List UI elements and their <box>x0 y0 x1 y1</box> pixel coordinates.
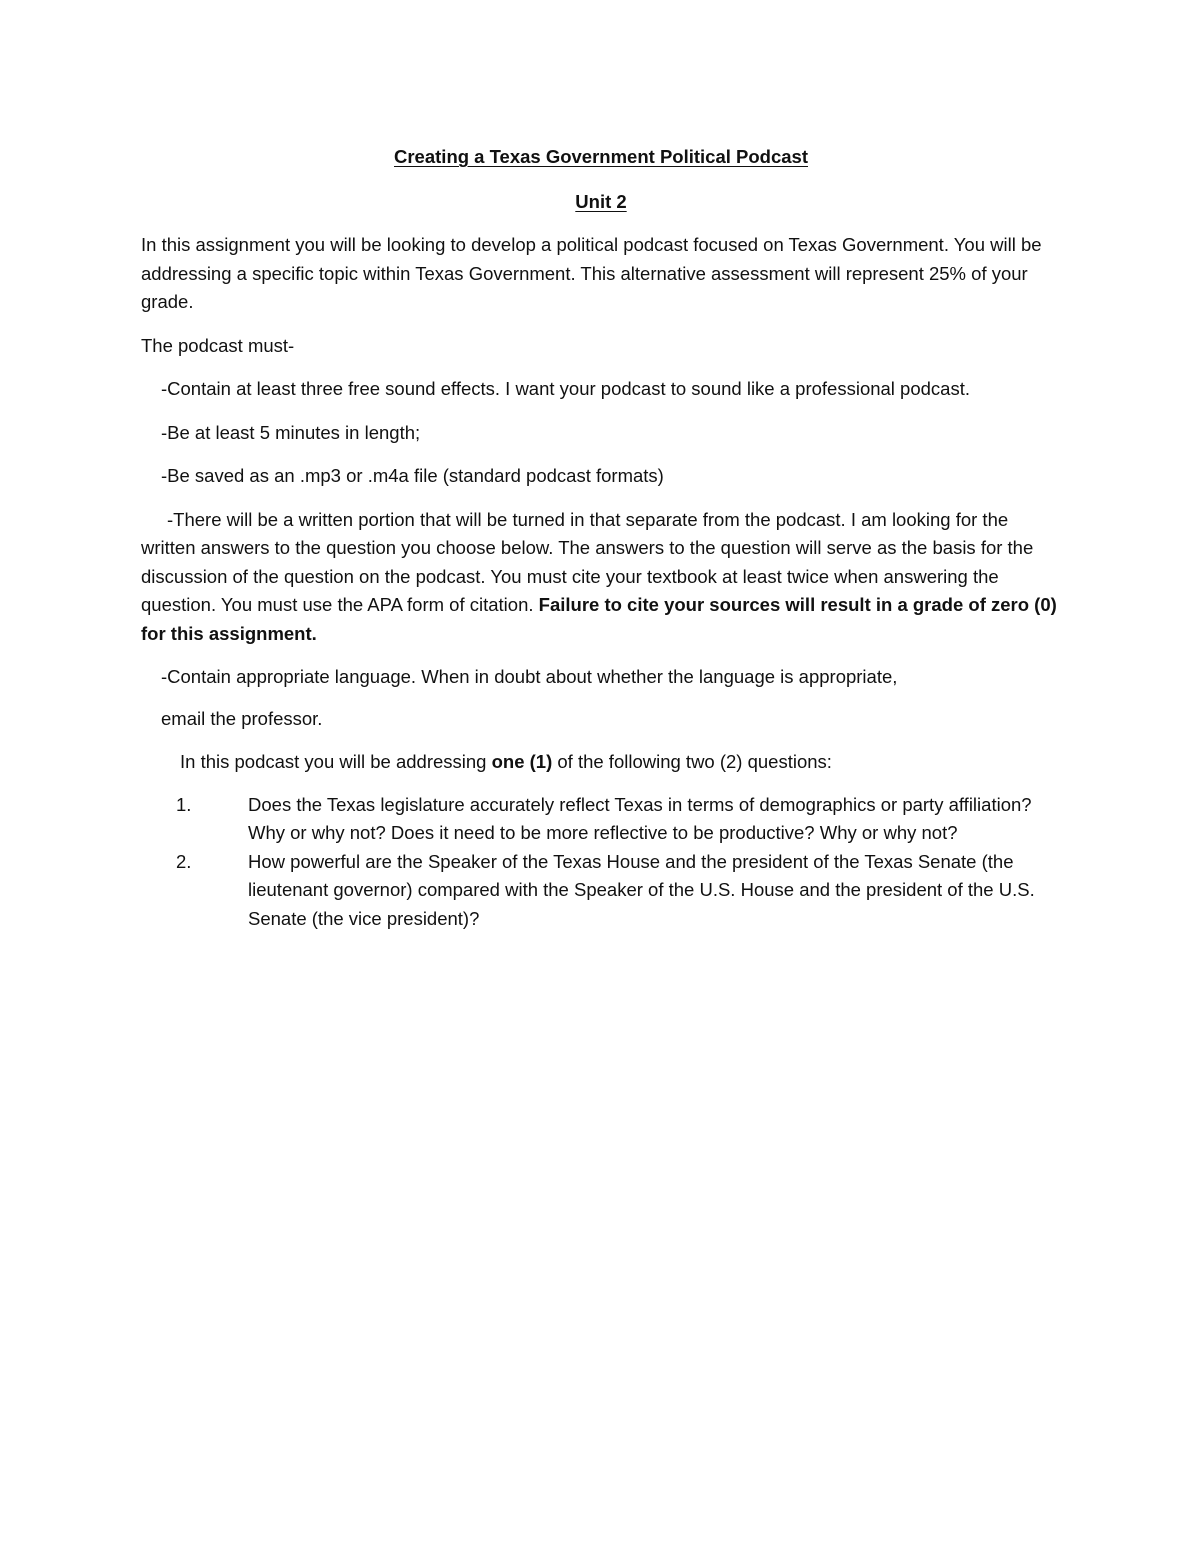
question-item <box>141 791 1061 848</box>
requirements-lead: The podcast must- <box>141 334 295 356</box>
requirement-file-format: -Be saved as an .mp3 or .m4a file (standard podcast formats) <box>161 465 664 486</box>
requirement-language: -Contain appropriate language. When in doubt about whether the language is appropriate, <box>161 666 898 687</box>
document-body <box>141 138 1061 933</box>
unit-heading: Unit 2 <box>575 190 627 212</box>
requirement-language-continued: email the professor. <box>161 707 323 729</box>
written-portion-text: -There will be a written portion that will be turned in that separate from the podcast. I am looking for the written answers to the question you choose below. The answers to the question will serve as the basis for the discussion of the question on the podcast. You must cite your textbook at least twice when answering the question. You must use the APA form of citation. <box>141 508 1034 615</box>
question-number: 2. <box>176 850 192 872</box>
intro-paragraph: In this assignment you will be looking to develop a political podcast focused on Texas Government. You will be addressing a specific topic within Texas Government. This alternative assessment will represent 25% of your grade. <box>141 234 1042 312</box>
questions-list <box>141 791 1061 934</box>
citation-warning: Failure to cite your sources will result in a grade of zero (0) for this assignment. <box>141 594 1057 644</box>
requirement-length: -Be at least 5 minutes in length; <box>161 421 421 443</box>
question-text: Does the Texas legislature accurately reflect Texas in terms of demographics or party affiliation? Why or why not? Does it need to be more reflective to be productive? Why or why not? <box>248 793 1032 843</box>
questions-lead-before: In this podcast you will be addressing <box>180 751 487 772</box>
requirement-sound-effects: -Contain at least three free sound effects. I want your podcast to sound like a professional podcast. <box>161 378 970 399</box>
questions-lead-after: of the following two (2) questions: <box>557 751 832 772</box>
requirement-written-portion <box>141 506 1061 649</box>
questions-lead <box>141 748 1061 777</box>
question-item <box>141 848 1061 934</box>
question-number: 1. <box>176 793 192 815</box>
questions-lead-count: one (1) <box>491 751 553 772</box>
document-title: Creating a Texas Government Political Podcast <box>394 146 808 167</box>
question-text: How powerful are the Speaker of the Texas House and the president of the Texas Senate (the lieutenant governor) compared with the Speaker of the U.S. House and the president of the U.S. Senate (the vice president)? <box>248 850 1035 929</box>
